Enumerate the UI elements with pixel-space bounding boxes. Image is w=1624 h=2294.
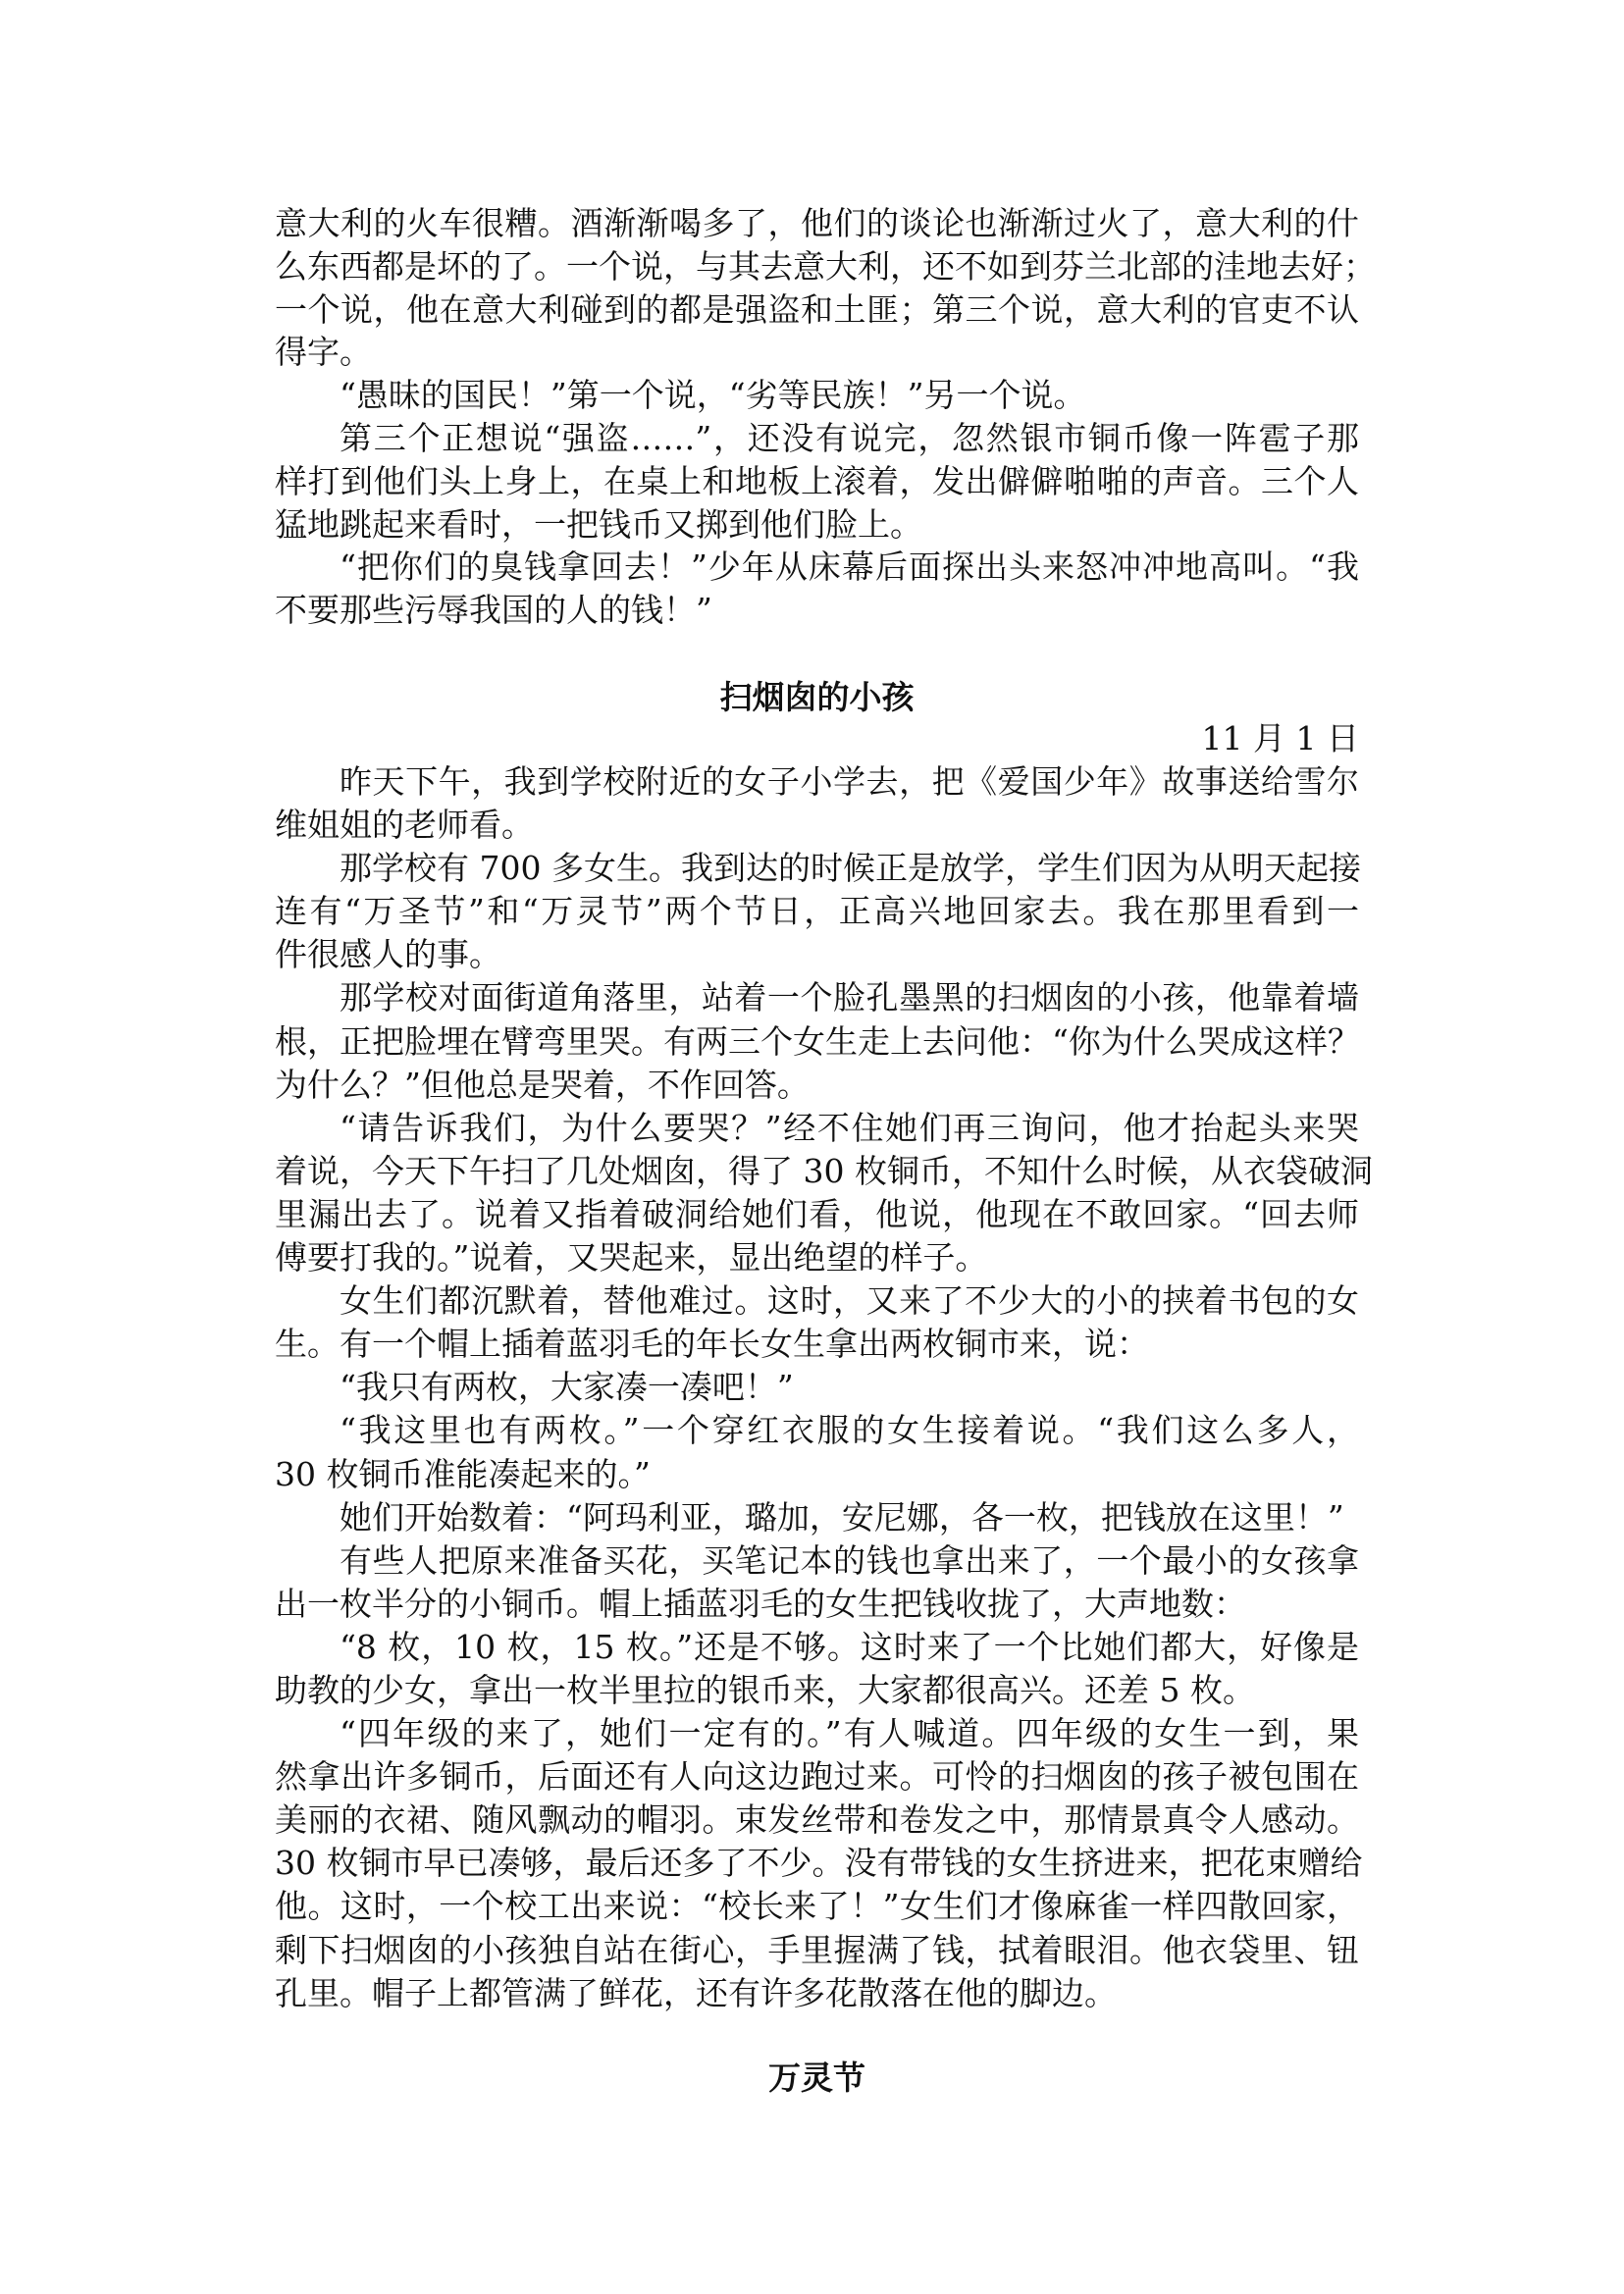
text-line: 为什么？”但他总是哭着，不作回答。 — [275, 1065, 810, 1104]
text-line: 30 枚铜币准能凑起来的。” — [275, 1454, 651, 1493]
text-line: 助教的少女，拿出一枚半里拉的银币来，大家都很高兴。还差 5 枚。 — [275, 1670, 1255, 1709]
text-line: 维姐姐的老师看。 — [275, 806, 534, 845]
text-line: “把你们的臭钱拿回去！”少年从床幕后面探出头来怒冲冲地高叫。“我 — [340, 547, 1359, 587]
text-line: 美丽的衣裙、随风飘动的帽羽。束发丝带和卷发之中，那情景真令人感动。 — [275, 1800, 1359, 1840]
text-line: “四年级的来了，她们一定有的。”有人喊道。四年级的女生一到，果 — [340, 1714, 1359, 1753]
text-line: 里漏出去了。说着又指着破洞给她们看，他说，他现在不敢回家。“回去师 — [275, 1194, 1359, 1233]
text-line: 件很感人的事。 — [275, 935, 501, 974]
chapter-title-next: 万灵节 — [768, 2059, 865, 2097]
text-line: 她们开始数着：“阿玛利亚，璐加，安尼娜，各一枚，把钱放在这里！” — [340, 1497, 1344, 1537]
text-line: 孔里。帽子上都管满了鲜花，还有许多花散落在他的脚边。 — [275, 1973, 1117, 2012]
text-line: 然拿出许多铜币，后面还有人向这边跑过来。可怜的扫烟囱的孩子被包围在 — [275, 1757, 1359, 1797]
section-2-text — [275, 760, 1373, 2015]
text-line: “请告诉我们，为什么要哭？”经不住她们再三询问，他才抬起头来哭 — [340, 1108, 1359, 1147]
text-line: 着说，今天下午扫了几处烟囱，得了 30 枚铜币，不知什么时候，从衣袋破洞 — [275, 1151, 1373, 1190]
chapter-date: 11 月 1 日 — [1201, 719, 1359, 757]
text-line: 傅要打我的。”说着，又哭起来，显出绝望的样子。 — [275, 1238, 988, 1277]
text-line: 剩下扫烟囱的小孩独自站在街心，手里握满了钱，拭着眼泪。他衣袋里、钮 — [275, 1930, 1359, 1969]
text-line: 那学校有 700 多女生。我到达的时候正是放学，学生们因为从明天起接 — [340, 849, 1361, 888]
text-line: 得字。 — [275, 333, 372, 372]
text-line: 根，正把脸埋在臂弯里哭。有两三个女生走上去问他：“你为什么哭成这样？ — [275, 1021, 1360, 1061]
text-line: 昨天下午，我到学校附近的女子小学去，把《爱国少年》故事送给雪尔 — [340, 762, 1359, 801]
text-line: 第三个正想说“强盗……”，还没有说完，忽然银市铜币像一阵雹子那 — [340, 418, 1359, 457]
text-line: 不要那些污辱我国的人的钱！” — [275, 591, 712, 630]
text-line: “我只有两枚，大家凑一凑吧！” — [340, 1368, 794, 1407]
text-line: “我这里也有两枚。”一个穿红衣服的女生接着说。“我们这么多人， — [340, 1411, 1359, 1450]
text-line: 意大利的火车很糟。酒渐渐喝多了，他们的谈论也渐渐过火了，意大利的什 — [275, 204, 1359, 242]
text-line: 女生们都沉默着，替他难过。这时，又来了不少大的小的挟着书包的女 — [340, 1281, 1359, 1321]
text-line: “愚昧的国民！”第一个说，“劣等民族！”另一个说。 — [340, 376, 1086, 415]
text-line: 生。有一个帽上插着蓝羽毛的年长女生拿出两枚铜市来，说： — [275, 1325, 1149, 1364]
text-line: 有些人把原来准备买花，买笔记本的钱也拿出来了，一个最小的女孩拿 — [340, 1540, 1359, 1580]
text-line: 么东西都是坏的了。一个说，与其去意大利，还不如到芬兰北部的洼地去好； — [275, 246, 1376, 286]
text-line: 那学校对面街道角落里，站着一个脸孔墨黑的扫烟囱的小孩，他靠着墙 — [340, 978, 1359, 1017]
text-line: 猛地跳起来看时，一把钱币又掷到他们脸上。 — [275, 504, 922, 544]
text-line: 出一枚半分的小铜币。帽上插蓝羽毛的女生把钱收拢了，大声地数： — [275, 1584, 1246, 1623]
text-line: 一个说，他在意大利碰到的都是强盗和土匪；第三个说，意大利的官吏不认 — [275, 289, 1359, 329]
chapter-title: 扫烟囱的小孩 — [719, 678, 915, 716]
text-line: 他。这时，一个校工出来说：“校长来了！”女生们才像麻雀一样四散回家， — [275, 1887, 1359, 1926]
text-line: 30 枚铜市早已凑够，最后还多了不少。没有带钱的女生挤进来，把花束赠给 — [275, 1844, 1363, 1883]
text-line: 连有“万圣节”和“万灵节”两个节日，正高兴地回家去。我在那里看到一 — [275, 892, 1359, 931]
section-1-text — [275, 202, 1376, 632]
text-line: 样打到他们头上身上，在桌上和地板上滚着，发出僻僻啪啪的声音。三个人 — [275, 461, 1359, 500]
text-line: “8 枚，10 枚，15 枚。”还是不够。这时来了一个比她们都大，好像是 — [340, 1627, 1359, 1666]
